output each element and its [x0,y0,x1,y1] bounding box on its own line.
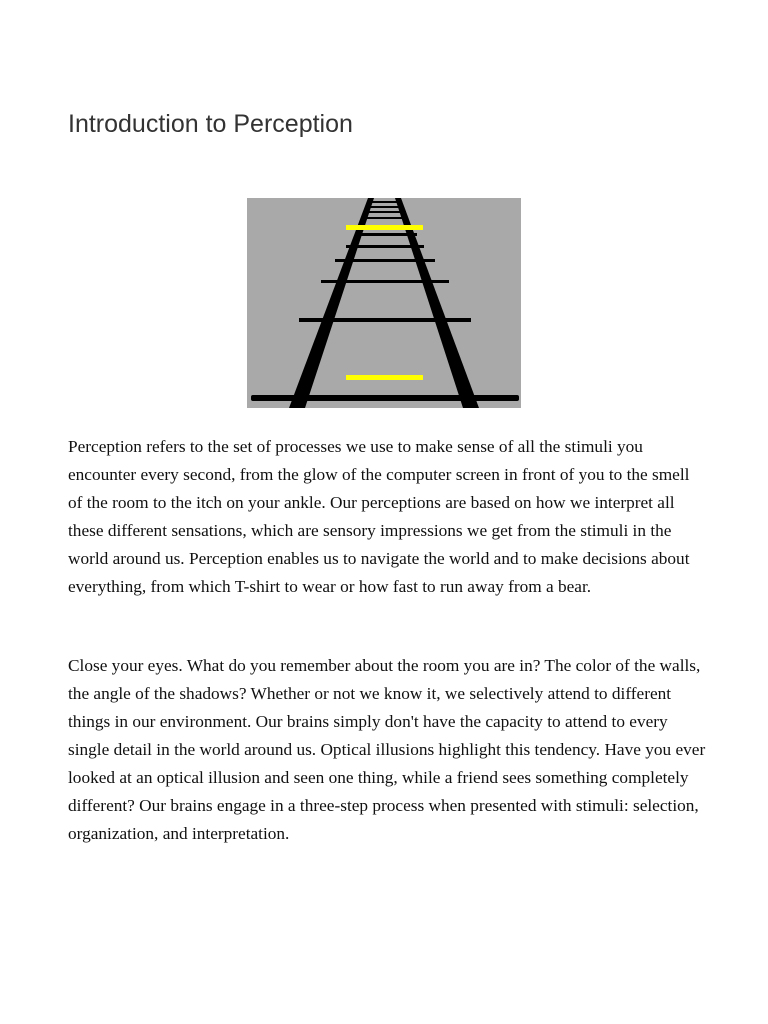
railroad-tie [364,211,406,213]
railroad-tie [299,318,471,322]
railroad-tie [355,233,417,236]
railroad-illustration [247,198,521,408]
page-title: Introduction to Perception [68,110,353,138]
ponzo-illusion-railroad-icon [247,198,521,408]
railroad-tie [368,201,402,203]
railroad-tie [321,280,449,283]
railroad-tie [335,259,435,262]
lower-yellow-bar [346,375,423,380]
railroad-tie [251,395,519,401]
body-paragraph: Perception refers to the set of processes we use to make sense of all the stimuli you encounter every second, from the glow of the computer screen in front of you to the smell of the room to the itch on your ankle. Our perceptions are based on how we interpret all these different sensations, which are sensory impressions we get from the stimuli in the world around us. Perception enables us to navigate the world and to make decisions about everything, from which T-shirt to wear or how fast to run away from a bear. [68,437,690,596]
railroad-tie [366,206,404,208]
body-paragraph: Close your eyes. What do you remember about the room you are in? The color of the walls, the angle of the shadows? Whether or not we know it, we selectively attend to different things in our environment. Our brains simply don't have the capacity to attend to every single detail in the world around us. Optical illusions highlight this tendency. Have you ever looked at an optical illusion and seen one thing, while a friend sees something completely different? Our brains engage in a three-step process when presented with stimuli: selection, organization, and interpretation. [68,656,706,843]
upper-yellow-bar [346,225,423,230]
railroad-tie [346,245,424,248]
railroad-tie [362,217,408,219]
